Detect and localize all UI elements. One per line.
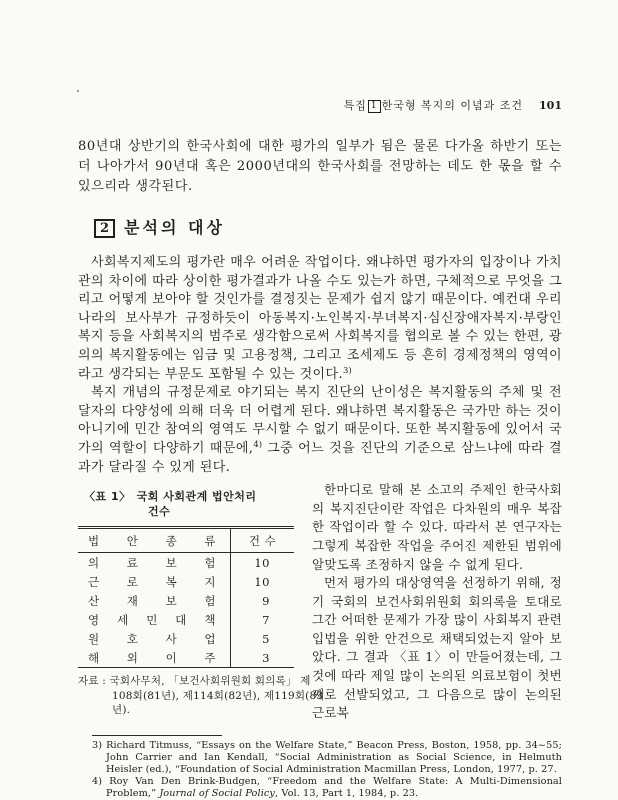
- issue-number-box: 1: [368, 100, 381, 113]
- table-caption: [78, 489, 308, 519]
- table-caption-line1: 국회 사회관계 법안처리: [136, 490, 257, 504]
- table-row: [78, 610, 294, 629]
- bill-type-cell: 산 재 보 험: [78, 591, 231, 610]
- scan-artifact-dot: [77, 90, 79, 92]
- bill-type-cell: 해 외 이 주: [78, 648, 231, 668]
- count-cell: 9: [262, 593, 270, 608]
- section-title: 분석의 대상: [124, 218, 225, 237]
- bill-type-cell: 영 세 민 대 책: [78, 610, 231, 629]
- footnote-3-text: Richard Titmuss, “Essays on the Welfare State,” Beacon Press, Boston, 1958, pp. 34~55; John Carrier and Ian Kendall, “Social Administration as Social Science, in Helmuth Heisler (ed.), “Foundation of Social Administration Macmillan Press, London, 1977, p. 27.: [106, 739, 562, 775]
- paragraph-1: [78, 254, 562, 384]
- footnote-separator-rule: [92, 735, 222, 736]
- right-paragraph-2: 먼저 평가의 대상영역을 선정하기 위해, 정기 국회의 보건사회위원회 회의록을 토대로 그간 어떠한 문제가 가장 많이 사회복지 관련 입법을 위한 안건으로 채택되었는지 알아 보았다. 그 결과 〈표 1〉이 만들어졌는데, 그것에 따라 제일 많이 논의된 의료보험이 첫번째로 선발되었고, 그 다음으로 많이 논의된 근로복: [312, 575, 562, 721]
- paragraph-1-text: 사회복지제도의 평가란 매우 어려운 작업이다. 왜냐하면 평가자의 입장이나 가치관의 차이에 따라 상이한 평가결과가 나올 수도 있는가 하면, 구체적으로 무엇을 그리고 어떻게 보아야 할 것인가를 결정짓는 문제가 쉽지 않기 때문이다. 예컨대 우리나라의 보사부가 규정하듯이 아동복지·노인복지·부녀복지·심신장애자복지·부랑인복지 등을 사회복지의 범주로 생각함으로써 사회복지를 협의로 볼 수 있는 한편, 광의의 복지활동에는 임금 및 고용정책, 그리고 조세제도 등 흔히 경제정책의 영역이라고 생각되는 부문도 포함될 수 있는 것이다.: [78, 255, 562, 382]
- paragraph-2-text-a: 복지 개념의 규정문제로 야기되는 복지 진단의 난이성은 복지활동의 주체 및 전달자의 다양성에 의해 더욱 더 어렵게 된다. 왜냐하면 복지활동은 국가만 하는 것이 아니기에 민간 참여의 영역도 무시할 수 없기 때문이다. 또한 복지활동에 있어서 국가의 역할이 다양하기 때문에,: [78, 385, 562, 456]
- count-cell: 5: [262, 631, 270, 646]
- bill-type-cell: 원 호 사 업: [78, 629, 231, 648]
- bill-type-cell: 근 로 복 지: [78, 572, 231, 591]
- footnote-3-marker: 3): [92, 739, 103, 751]
- table-header-row: [78, 528, 294, 553]
- intro-paragraph: 80년대 상반기의 한국사회에 대한 평가의 일부가 됨은 물론 다가올 하반기 또는 더 나아가서 90년대 혹은 2000년대의 한국사회를 전망하는 데도 한 몫을 할 수 있으리라 생각된다.: [78, 139, 562, 194]
- main-text-column: [78, 137, 562, 800]
- footnote-ref-4: 4): [253, 439, 263, 450]
- running-head: [344, 97, 562, 113]
- running-head-section: 특집: [343, 99, 367, 112]
- footnote-4-marker: 4): [92, 775, 103, 787]
- footnote-ref-3: 3): [342, 365, 352, 376]
- footnote-4-journal-title: Journal of Social Policy: [159, 787, 275, 799]
- table-caption-label: 〈표 1〉: [84, 490, 131, 504]
- count-cell: 3: [262, 650, 270, 665]
- paragraph-2: [78, 384, 562, 477]
- table-row: [78, 553, 294, 573]
- footnote-3: [92, 740, 562, 776]
- section-heading: [94, 215, 562, 238]
- bill-type-cell: 의 료 보 험: [78, 553, 231, 573]
- col-header-bill-type: 법 안 종 류: [78, 528, 231, 553]
- table-caption-line2: 건수: [148, 505, 171, 519]
- footnote-4-text-b: , Vol. 13, Part 1, 1984, p. 23.: [275, 787, 419, 799]
- table-row: [78, 591, 294, 610]
- paragraph-2-text-b: 그중 어느 것을 진단의 기준으로 삼느냐에 따라 결과가 달라질 수 있게 된다.: [78, 440, 562, 475]
- bill-count-table: [78, 526, 294, 668]
- table-row: [78, 629, 294, 648]
- table-row: [78, 572, 294, 591]
- count-cell: 10: [254, 574, 270, 589]
- section-number-box: 2: [94, 219, 115, 238]
- footnote-4-text-a: Roy Van Den Brink-Budgen, “Freedom and the Welfare State: A Multi-Dimensional Problem,”: [106, 775, 562, 799]
- two-column-section: [78, 481, 562, 723]
- right-text-column: [312, 481, 562, 723]
- count-cell: 7: [262, 612, 270, 627]
- table-column: [78, 481, 324, 718]
- page-number: 101: [539, 99, 562, 112]
- right-paragraph-1: 한마디로 말해 본 소고의 주제인 한국사회의 복지진단이란 작업은 다차원의 매우 복잡한 작업이라 할 수 있다. 따라서 본 연구자는 그렇게 복잡한 작업을 주어진 제한된 범위에 알맞도록 조정하지 않을 수 없게 된다.: [312, 482, 562, 572]
- running-head-title: 한국형 복지의 이념과 조건: [381, 99, 524, 112]
- table-row: [78, 648, 294, 668]
- footnotes-section: [78, 735, 562, 800]
- col-header-count: 건 수: [231, 528, 295, 553]
- footnote-4: [92, 776, 562, 800]
- count-cell: 10: [254, 555, 270, 570]
- table-source-note: 자료 : 국회사무처, 「보건사회위원회 회의록」 제108회(81년), 제114회(82년), 제119회(83년).: [78, 675, 324, 717]
